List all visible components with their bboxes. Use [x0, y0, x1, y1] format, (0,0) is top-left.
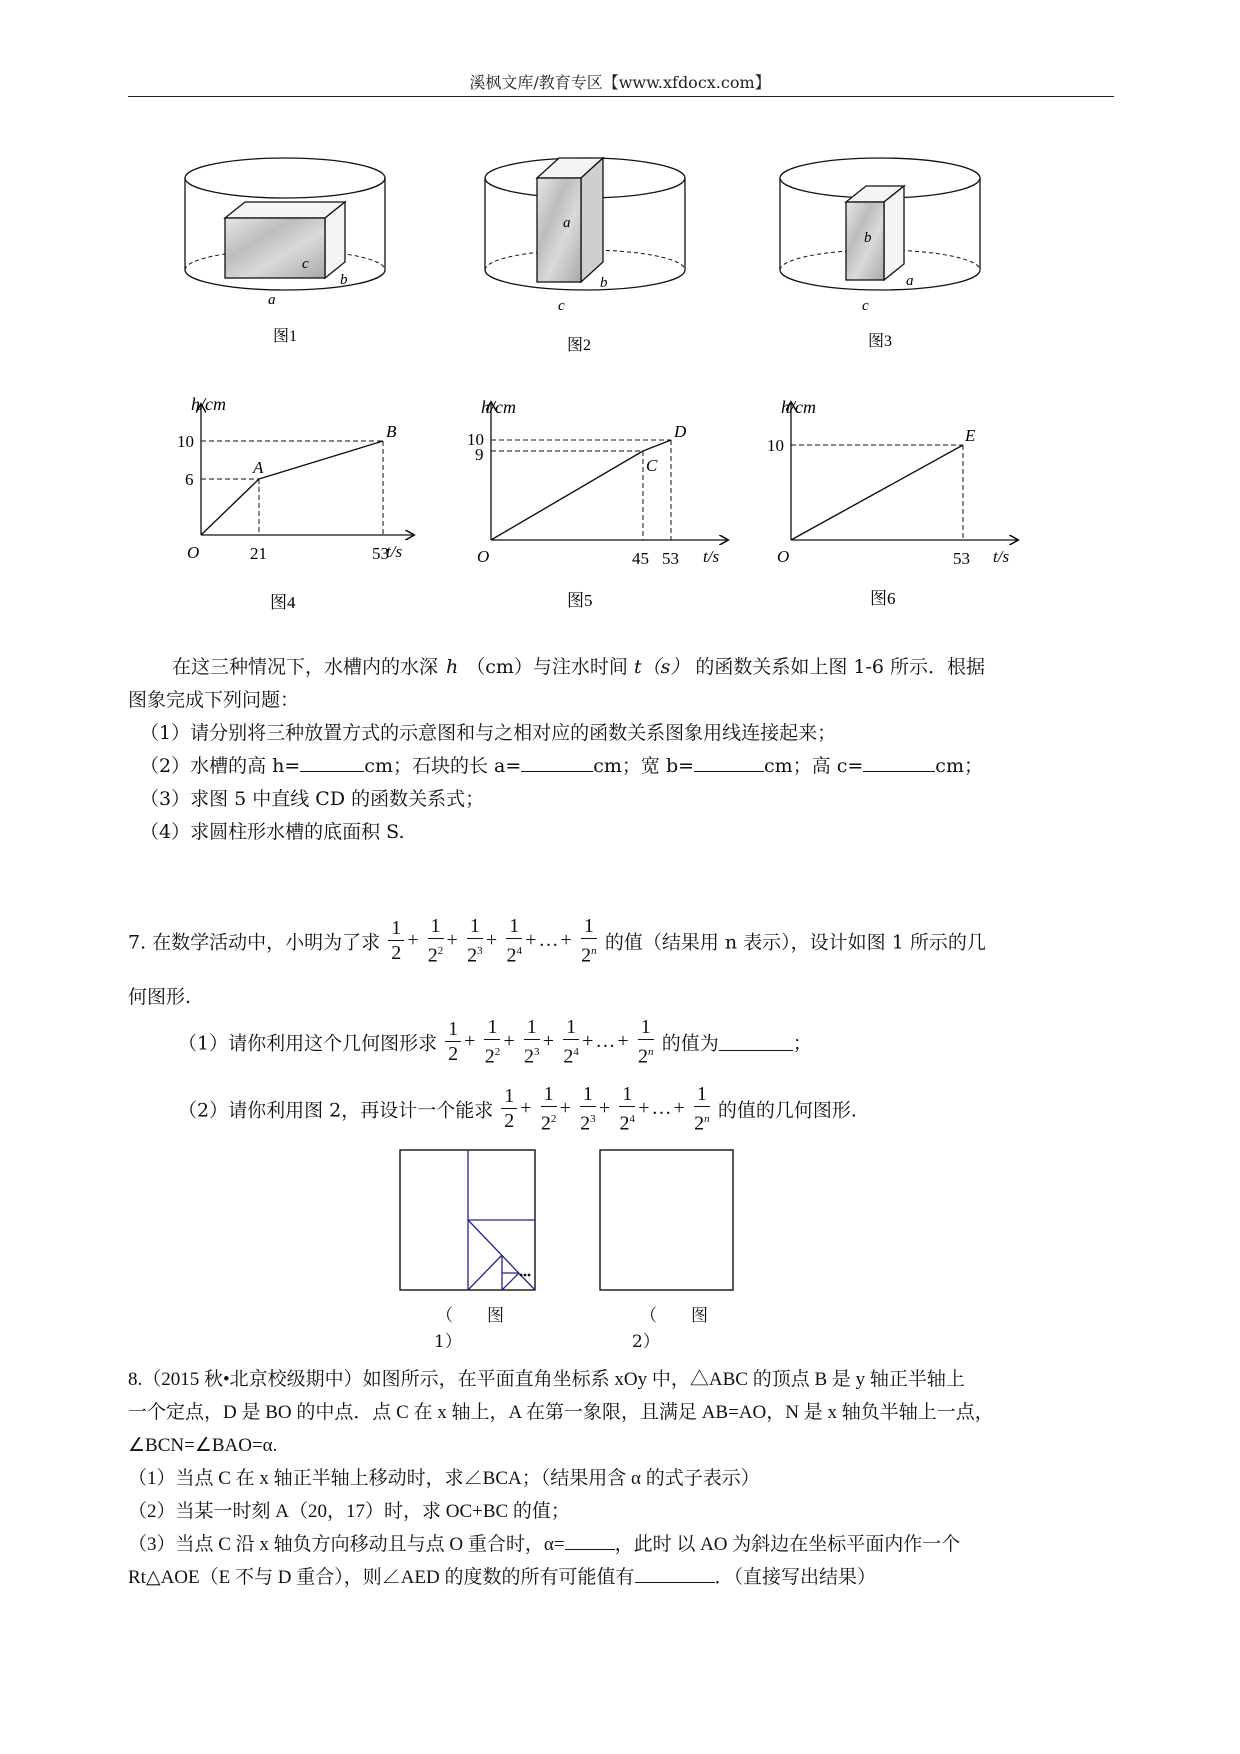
g5-ytick-9: 9 — [475, 445, 484, 464]
g4-xtick-53: 53 — [372, 544, 389, 563]
g4-ytick-6: 6 — [185, 470, 194, 489]
graph-5 — [465, 385, 735, 615]
graph-6 — [765, 385, 1035, 615]
q8-block — [128, 1363, 994, 1594]
figure-2-cylinder — [485, 158, 685, 354]
q8-line1: 8.（2015 秋•北京校级期中）如图所示，在平面直角坐标系 xOy 中，△ABC 的顶点 B 是 y 轴正半轴上 — [128, 1369, 965, 1390]
q6-part1: （1）请分别将三种放置方式的示意图和与之相对应的函数关系图象用线连接起来； — [140, 722, 837, 744]
g5-xlabel: t/s — [703, 547, 720, 566]
g4-point-B: B — [386, 422, 397, 441]
g4-ytick-10: 10 — [177, 432, 194, 451]
q6-intro-line2: 图象完成下列问题： — [128, 689, 300, 711]
fig2-b: b — [600, 275, 608, 291]
header-divider — [128, 96, 1114, 97]
q8-part3-line2: Rt△AOE（E 不与 D 重合），则∠AED 的度数的所有可能值有 ．（直接写出结果） — [128, 1561, 994, 1594]
g6-xlabel: t/s — [993, 547, 1010, 566]
g4-xtick-21: 21 — [250, 544, 267, 563]
fig1-b: b — [340, 272, 348, 288]
q7-line2: 何图形. — [128, 986, 192, 1008]
q8-line3: ∠BCN=∠BAO=α. — [128, 1435, 278, 1456]
g6-point-E: E — [965, 426, 976, 445]
fig2-a: a — [563, 215, 571, 231]
blank-aed — [635, 1564, 715, 1583]
g6-origin: O — [777, 547, 790, 566]
fig1-label: 图1 — [273, 328, 298, 345]
g5-ytick-10: 10 — [467, 430, 484, 449]
g4-origin: O — [187, 543, 200, 562]
page-header: 溪枫文库/教育专区【www.xfdocx.com】 — [469, 73, 771, 92]
fig2-label: 图2 — [567, 337, 592, 354]
g4-xlabel: t/s — [386, 542, 403, 561]
q7-part2: （2）请你利用图 2，再设计一个能求 $\frac{1}{2}$ + $\frac{1}{2^2}$ + $\frac{1}{2^3}$ + $\frac{1}{2^4}$ + … + $\frac{1}{2^n}$ 的值的几何图形. — [178, 1083, 857, 1135]
g5-xtick-45: 45 — [632, 549, 649, 568]
g5-label: 图5 — [567, 591, 593, 610]
q8-part3-line1: （3）当点 C 沿 x 轴负方向移动且与点 O 重合时，α= ，此时 以 AO 为斜边在坐标平面内作一个 — [128, 1528, 994, 1561]
fig2-c: c — [558, 298, 565, 314]
graph6-line — [791, 445, 963, 540]
q7-fig2-label-b: 2） — [632, 1332, 660, 1352]
q6-part2: （2）水槽的高 h= cm；石块的长 a= cm；宽 b= cm；高 c= cm； — [140, 755, 983, 777]
g6-ylabel: h/cm — [781, 397, 816, 417]
blank-b — [694, 753, 764, 772]
fig3-c: c — [862, 298, 869, 314]
blank-q7-1 — [719, 1032, 793, 1051]
blank-c — [863, 753, 935, 772]
q8-line2: 一个定点，D 是 BO 的中点．点 C 在 x 轴上，A 在第一象限，且满足 AB=AO，N 是 x 轴负半轴上一点， — [128, 1402, 994, 1423]
g5-point-C: C — [646, 456, 658, 475]
fig3-a: a — [906, 273, 914, 289]
graph5-line — [491, 440, 671, 540]
g5-origin: O — [477, 547, 490, 566]
q8-part2: （2）当某一时刻 A（20，17）时，求 OC+BC 的值； — [128, 1501, 570, 1522]
g6-ytick-10: 10 — [767, 436, 784, 455]
blank-a — [521, 753, 593, 772]
g5-ylabel: h/cm — [481, 397, 516, 417]
cylinder-figures — [170, 150, 1070, 360]
fig3-label: 图3 — [868, 333, 893, 350]
q6-part4: （4）求圆柱形水槽的底面积 S. — [140, 821, 405, 843]
q7-fig1-label-b: 1） — [434, 1332, 462, 1352]
graph-4 — [175, 385, 425, 615]
g4-label: 图4 — [270, 593, 296, 612]
q7-fig2-label-a: （ 图 — [640, 1306, 708, 1326]
frac: $\frac{1}{2}$ — [388, 916, 404, 965]
g4-point-A: A — [253, 458, 264, 477]
g6-label: 图6 — [870, 589, 896, 608]
g6-xtick-53: 53 — [953, 549, 970, 568]
graph4-line — [201, 441, 383, 535]
g4-ylabel: h/cm — [191, 394, 226, 414]
blank-h — [300, 753, 364, 772]
q6-part3: （3）求图 5 中直线 CD 的函数关系式； — [140, 788, 485, 810]
blank-alpha — [565, 1531, 615, 1550]
g5-point-D: D — [674, 422, 687, 441]
fig1-c: c — [302, 256, 309, 272]
fig1-a: a — [268, 292, 276, 308]
g5-xtick-53: 53 — [662, 549, 679, 568]
q8-part1: （1）当点 C 在 x 轴正半轴上移动时，求∠BCA；（结果用含 α 的式子表示） — [128, 1468, 760, 1489]
figure-3-cylinder — [780, 158, 980, 350]
q6-intro-line1: 在这三种情况下，水槽内的水深 h （cm）与注水时间 t（s） 的函数关系如上图 1-6 所示．根据 — [172, 656, 986, 678]
figure-1-cylinder — [185, 158, 385, 345]
fig3-b: b — [864, 230, 872, 246]
q7-figure-1 — [398, 1148, 540, 1296]
q7-fig1-label-a: （ 图 — [436, 1306, 504, 1326]
q7-figure-2 — [598, 1148, 740, 1296]
q7-part1: （1）请你利用这个几何图形求 $\frac{1}{2}$ + $\frac{1}{2^2}$ + $\frac{1}{2^3}$ + $\frac{1}{2^4}$ + … + $\frac{1}{2^n}$ 的值为 ； — [178, 1016, 812, 1068]
q7-line1: 7. 在数学活动中，小明为了求 $\frac{1}{2}$ + $\frac{1}{2^2}$ + $\frac{1}{2^3}$ + $\frac{1}{2^4}$ + … + $\frac{1}{2^n}$ 的值（结果用 n 表示），设计如图 1 所示的几 — [128, 915, 986, 967]
